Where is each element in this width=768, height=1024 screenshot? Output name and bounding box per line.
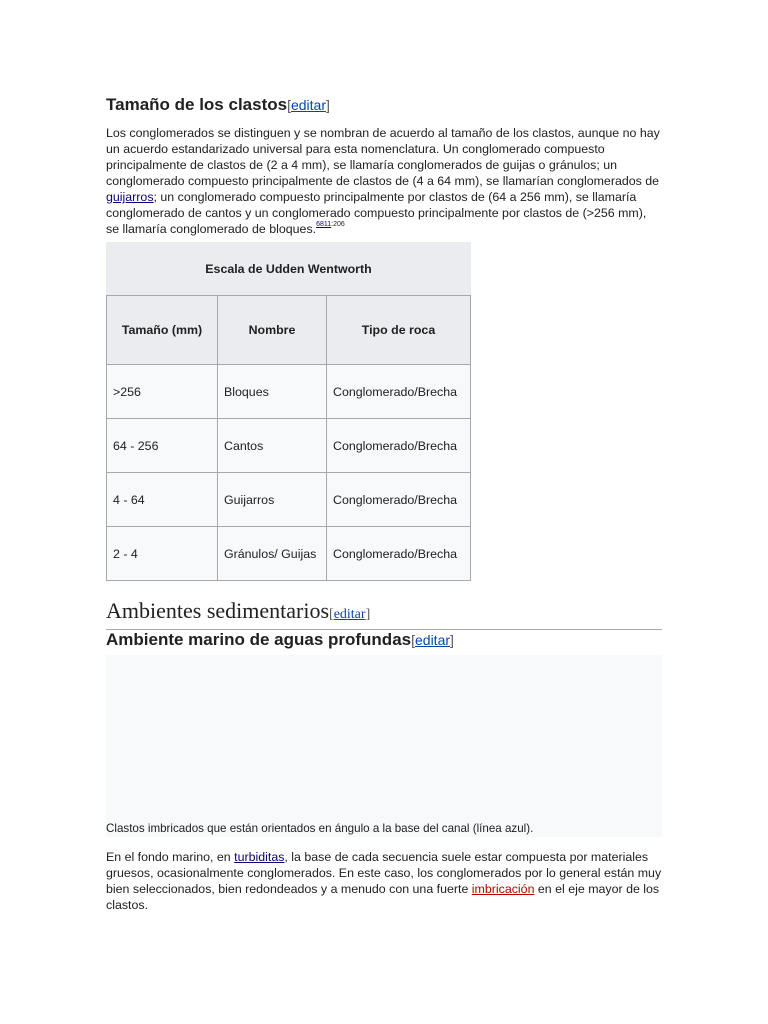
table-cell: Conglomerado/Brecha bbox=[327, 473, 471, 527]
table-cell: Conglomerado/Brecha bbox=[327, 365, 471, 419]
edit-section-wrap: [editar] bbox=[411, 632, 454, 648]
table-row bbox=[107, 527, 471, 581]
section-heading-tamano-clastos bbox=[106, 95, 330, 115]
edit-link[interactable]: editar bbox=[290, 97, 326, 113]
heading-text: Ambiente marino de aguas profundas bbox=[106, 630, 412, 649]
table-cell: Conglomerado/Brecha bbox=[327, 527, 471, 581]
table-row bbox=[107, 365, 471, 419]
table-row bbox=[107, 473, 471, 527]
guijarros-link[interactable]: guijarros bbox=[106, 190, 154, 204]
reference-superscript: 6811:206 bbox=[316, 221, 345, 228]
table-cell: 4 - 64 bbox=[107, 473, 218, 527]
marine-paragraph: En el fondo marino, en turbiditas, la base de cada secuencia suele estar compuesta por materiales gruesos, ocasionalmente conglomerados. En este caso, los conglomerados por lo general están muy bien seleccionados, bien redondeados y a menudo con una fuerte imbricación en el eje mayor de los clastos. bbox=[106, 850, 662, 912]
reference-link[interactable]: 6811 bbox=[316, 221, 332, 228]
intro-paragraph: Los conglomerados se distinguen y se nombran de acuerdo al tamaño de los clastos, aunque no hay un acuerdo estandarizado universal para esta nomenclatura. Un conglomerado compuesto principalmente de clastos de (2 a 4 mm), se llamaría conglomerados de guijas o gránulos; un conglomerado compuesto principalmente de clastos de (4 a 64 mm), se llamarían conglomerados de guijarros; un conglomerado compuesto principalmente por clastos de (64 a 256 mm), se llamaría conglomerado de cantos y un conglomerado compuesto principalmente por clastos de (>256 mm), se llamaría conglomerado de bloques.$^{6811:206}$ bbox=[106, 126, 660, 236]
section-heading-marino bbox=[106, 630, 454, 650]
heading-text: Tamaño de los clastos bbox=[106, 95, 288, 114]
imbricacion-link[interactable]: imbricación bbox=[471, 882, 535, 896]
turbiditas-link[interactable]: turbiditas bbox=[234, 850, 285, 864]
section-heading-ambientes bbox=[106, 597, 662, 630]
table-cell: >256 bbox=[107, 365, 218, 419]
column-header-tipo-roca: Tipo de roca bbox=[327, 296, 471, 365]
table-cell: Cantos bbox=[218, 419, 327, 473]
edit-link[interactable]: editar bbox=[333, 607, 366, 622]
edit-link[interactable]: editar bbox=[415, 632, 451, 648]
column-header-tamano: Tamaño (mm) bbox=[107, 296, 218, 365]
table-cell: Guijarros bbox=[218, 473, 327, 527]
table-caption: Escala de Udden Wentworth bbox=[107, 243, 471, 296]
figure-caption: Clastos imbricados que están orientados en ángulo a la base del canal (línea azul). bbox=[106, 822, 534, 835]
column-header-nombre: Nombre bbox=[218, 296, 327, 365]
table-cell: Conglomerado/Brecha bbox=[327, 419, 471, 473]
figure-thumbnail[interactable] bbox=[106, 655, 662, 837]
edit-section-wrap: [editar] bbox=[287, 97, 330, 113]
edit-section-wrap: [editar] bbox=[329, 607, 371, 622]
table-cell: 64 - 256 bbox=[107, 419, 218, 473]
table-cell: 2 - 4 bbox=[107, 527, 218, 581]
table-cell: Gránulos/ Guijas bbox=[218, 527, 327, 581]
wentworth-scale-table bbox=[106, 242, 471, 581]
table-cell: Bloques bbox=[218, 365, 327, 419]
heading-text: Ambientes sedimentarios bbox=[106, 598, 330, 623]
table-row bbox=[107, 419, 471, 473]
